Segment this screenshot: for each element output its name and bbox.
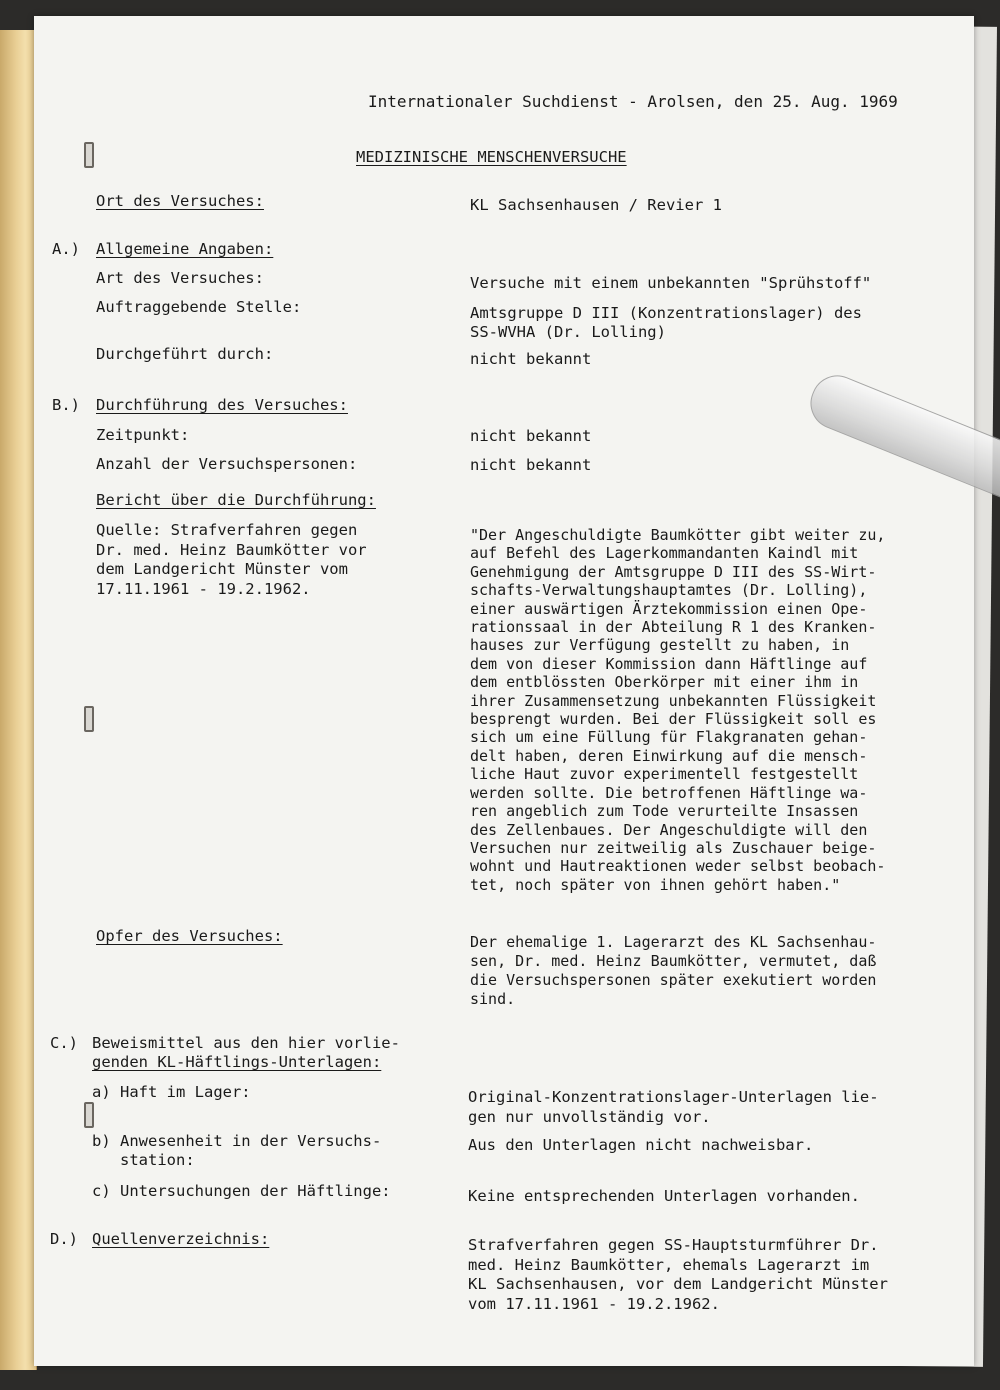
- report-line: schafts-Verwaltungshauptamtes (Dr. Lolling),: [470, 581, 868, 600]
- report-line: einer auswärtigen Ärztekommission einen Ope-: [470, 599, 868, 618]
- value-line: Original-Konzentrationslager-Unterlagen lie-: [468, 1088, 879, 1106]
- report-line: dem entblössten Oberkörper mit einer ihm in: [470, 673, 859, 692]
- section-c-letter: C.): [50, 1034, 78, 1052]
- section-a-heading: Allgemeine Angaben:: [96, 240, 274, 258]
- ort-value: KL Sachsenhausen / Revier 1: [470, 196, 722, 214]
- report-line: Genehmigung der Amtsgruppe D III des SS-Wirt-: [470, 562, 877, 581]
- opfer-line: Der ehemalige 1. Lagerarzt des KL Sachsenhau-: [470, 933, 877, 951]
- bericht-heading: Bericht über die Durchführung:: [96, 491, 376, 509]
- opfer-label: Opfer des Versuches:: [96, 927, 283, 945]
- value-line: gen nur unvollständig vor.: [468, 1107, 711, 1126]
- section-d-heading: Quellenverzeichnis:: [92, 1230, 270, 1248]
- value-line: Strafverfahren gegen SS-Hauptsturmführer Dr.: [468, 1236, 879, 1254]
- value-line: vom 17.11.1961 - 19.2.1962.: [468, 1294, 720, 1313]
- field-label: a) Haft im Lager:: [92, 1083, 251, 1101]
- field-value: Versuche mit einem unbekannten "Sprühstoff": [470, 274, 872, 292]
- paper-clip: [803, 368, 1000, 509]
- report-line: ihrer Zusammensetzung unbekannten Flüssigkeit: [470, 691, 877, 710]
- report-line: werden sollte. Die betroffenen Häftlinge wa-: [470, 783, 868, 802]
- field-label: Durchgeführt durch:: [96, 345, 274, 363]
- quelle-block: [96, 521, 367, 599]
- page-title: MEDIZINISCHE MENSCHENVERSUCHE: [356, 148, 627, 166]
- document-page: [34, 16, 974, 1366]
- report-line: "Der Angeschuldigte Baumkötter gibt weiter zu,: [470, 526, 886, 544]
- header-line: Internationaler Suchdienst - Arolsen, den 25. Aug. 1969: [368, 92, 898, 111]
- field-label: Anzahl der Versuchspersonen:: [96, 455, 358, 473]
- report-line: ren angeblich zum Tode verurteilte Insassen: [470, 802, 859, 821]
- section-c-heading: Beweismittel aus den hier vorlie-: [92, 1034, 400, 1052]
- report-line: des Zellenbaues. Der Angeschuldigte will den: [470, 820, 868, 839]
- section-b-heading: Durchführung des Versuches:: [96, 396, 348, 414]
- section-a-letter: A.): [52, 240, 80, 258]
- binder-edge: [0, 30, 37, 1370]
- value-line: KL Sachsenhausen, vor dem Landgericht Münster: [468, 1275, 888, 1293]
- ort-label: Ort des Versuches:: [96, 192, 264, 210]
- field-label: Art des Versuches:: [96, 269, 264, 287]
- staple-mark: [84, 1102, 94, 1128]
- field-label: Auftraggebende Stelle:: [96, 298, 302, 316]
- report-line: tet, noch später von ihnen gehört haben.": [470, 875, 841, 894]
- field-label: Zeitpunkt:: [96, 426, 190, 444]
- field-value: SS-WVHA (Dr. Lolling): [470, 323, 666, 341]
- report-line: wohnt und Hautreaktionen weder selbst beobach-: [470, 857, 886, 876]
- field-value: nicht bekannt: [470, 350, 592, 368]
- report-line: delt haben, deren Einwirkung auf die mensch-: [470, 746, 868, 765]
- report-line: hauses zur Verfügung gestellt zu haben, in: [470, 636, 850, 655]
- section-b-letter: B.): [52, 396, 80, 414]
- field-value: Amtsgruppe D III (Konzentrationslager) des: [470, 304, 862, 322]
- field-label: c) Untersuchungen der Häftlinge:: [92, 1182, 391, 1200]
- report-line: auf Befehl des Lagerkommandanten Kaindl mit: [470, 544, 859, 563]
- field-label: b) Anwesenheit in der Versuchs-: [92, 1132, 382, 1150]
- opfer-line: sind.: [470, 990, 516, 1008]
- field-label: station:: [92, 1151, 195, 1169]
- opfer-value: [470, 933, 876, 1009]
- report-line: rationssaal in der Abteilung R 1 des Kranken-: [470, 618, 877, 637]
- opfer-line: die Versuchspersonen später exekutiert worden: [470, 971, 877, 989]
- report-line: sich um eine Füllung für Flakgranaten gehan-: [470, 728, 868, 747]
- section-d-letter: D.): [50, 1230, 78, 1248]
- quelle-line: Dr. med. Heinz Baumkötter vor: [96, 540, 367, 559]
- report-line: dem von dieser Kommission dann Häftlinge auf: [470, 654, 868, 673]
- quelle-line: Quelle: Strafverfahren gegen: [96, 521, 358, 539]
- field-value: Keine entsprechenden Unterlagen vorhanden.: [468, 1187, 860, 1205]
- staple-mark: [84, 142, 94, 168]
- report-quote: [470, 526, 885, 894]
- quelle-line: 17.11.1961 - 19.2.1962.: [96, 579, 311, 598]
- field-value: nicht bekannt: [470, 456, 592, 474]
- field-value: Aus den Unterlagen nicht nachweisbar.: [468, 1136, 814, 1154]
- report-line: Versuchen nur zeitweilig als Zuschauer beige-: [470, 838, 877, 857]
- value-line: med. Heinz Baumkötter, ehemals Lagerarzt im: [468, 1255, 870, 1274]
- field-value: [468, 1088, 879, 1127]
- field-value: nicht bekannt: [470, 427, 592, 445]
- report-line: liche Haut zuvor experimentell festgestellt: [470, 765, 859, 784]
- quellen-value: [468, 1236, 888, 1314]
- opfer-line: sen, Dr. med. Heinz Baumkötter, vermutet, daß: [470, 952, 877, 970]
- quelle-line: dem Landgericht Münster vom: [96, 560, 348, 578]
- report-line: besprengt wurden. Bei der Flüssigkeit soll es: [470, 710, 877, 729]
- staple-mark: [84, 706, 94, 732]
- section-c-heading: genden KL-Häftlings-Unterlagen:: [92, 1053, 382, 1071]
